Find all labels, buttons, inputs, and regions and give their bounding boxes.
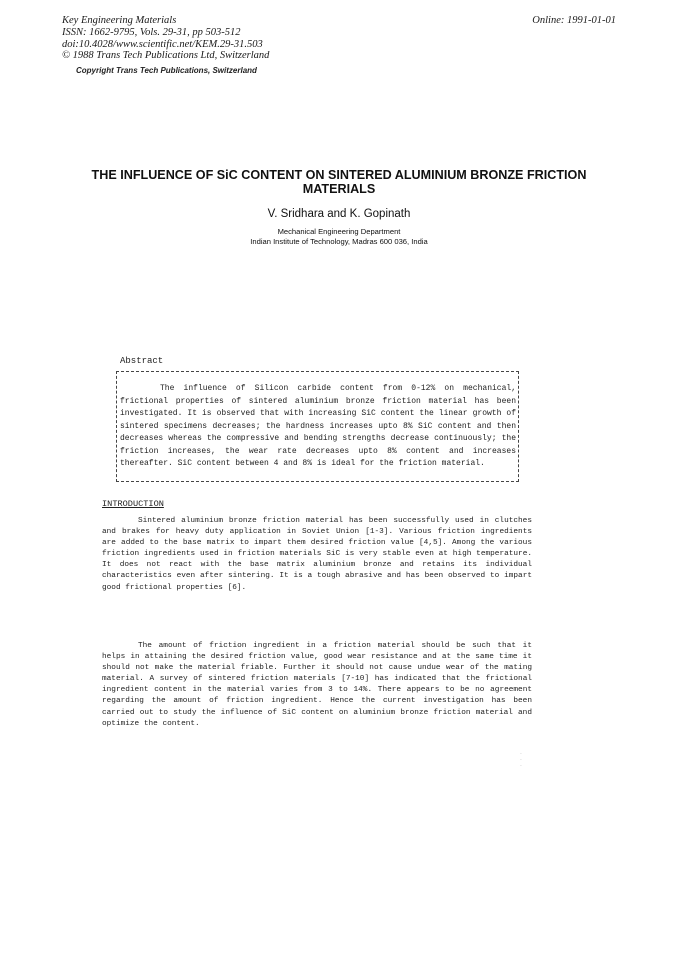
abstract-body: The influence of Silicon carbide content from 0-12% on mechanical, frictional properties of sintered aluminium bronze friction material has been investigated. It is observed that with increasing SiC content the linear growth of sintered specimens decreases; the hardness increases upto 8% SiC content and then decreases whereas the compressive and bending strengths decrease continuously; the friction increases, the wear rate decreases upto 8% content and increases thereafter. SiC content between 4 and 8% is ideal for the friction material. <box>120 384 516 468</box>
copyright-notice: Copyright Trans Tech Publications, Switzerland <box>76 66 257 75</box>
issn-line: ISSN: 1662-9795, Vols. 29-31, pp 503-512 <box>62 26 241 38</box>
journal-header <box>62 15 269 62</box>
online-date: Online: 1991-01-01 <box>532 15 616 26</box>
authors: V. Sridhara and K. Gopinath <box>267 208 411 220</box>
department: Mechanical Engineering Department <box>277 227 401 236</box>
abstract-label: Abstract <box>120 356 164 366</box>
intro-paragraph-1 <box>102 516 532 594</box>
abstract-text <box>120 383 516 471</box>
paper-title: THE INFLUENCE OF SiC CONTENT ON SINTERED ALUMINIUM BRONZE FRICTION MATERIALS <box>91 168 587 196</box>
affiliation <box>0 227 678 247</box>
journal-name: Key Engineering Materials <box>62 15 177 26</box>
scan-artifact: · · · <box>520 751 522 770</box>
copyright-line: © 1988 Trans Tech Publications Ltd, Switzerland <box>62 50 270 62</box>
section-heading-introduction: INTRODUCTION <box>102 499 164 509</box>
abstract-box <box>116 371 519 482</box>
intro-paragraph-2 <box>102 641 532 730</box>
paragraph-text: Sintered aluminium bronze friction material has been successfully used in clutches and brakes for heavy duty application in Soviet Union [1-3]. Various friction ingredients are added to the base matrix to impart them desired friction value [4,5]. Among the various friction ingredients used in friction materials SiC is very stable even at high temperature. It does not react with the base matrix aluminium bronze and retains its individual characteristics even after sintering. It is a tough abrasive and has been observed to impart good frictional properties [6]. <box>102 517 532 592</box>
paragraph-text: The amount of friction ingredient in a friction material should be such that it helps in attaining the desired friction value, good wear resistance and at the same time it should not make the material friable. Further it should not cause undue wear of the mating material. A survey of sintered friction materials [7-10] has indicated that the frictional ingredient content in the material varies from 3 to 14%. There appears to be no agreement regarding the amount of friction ingredient. Hence the current investigation has been carried out to study the influence of SiC content on aluminium bronze friction material and optimize the content. <box>102 642 532 728</box>
doi-line: doi:10.4028/www.scientific.net/KEM.29-31.503 <box>62 38 263 50</box>
institution: Indian Institute of Technology, Madras 600 036, India <box>250 237 428 246</box>
